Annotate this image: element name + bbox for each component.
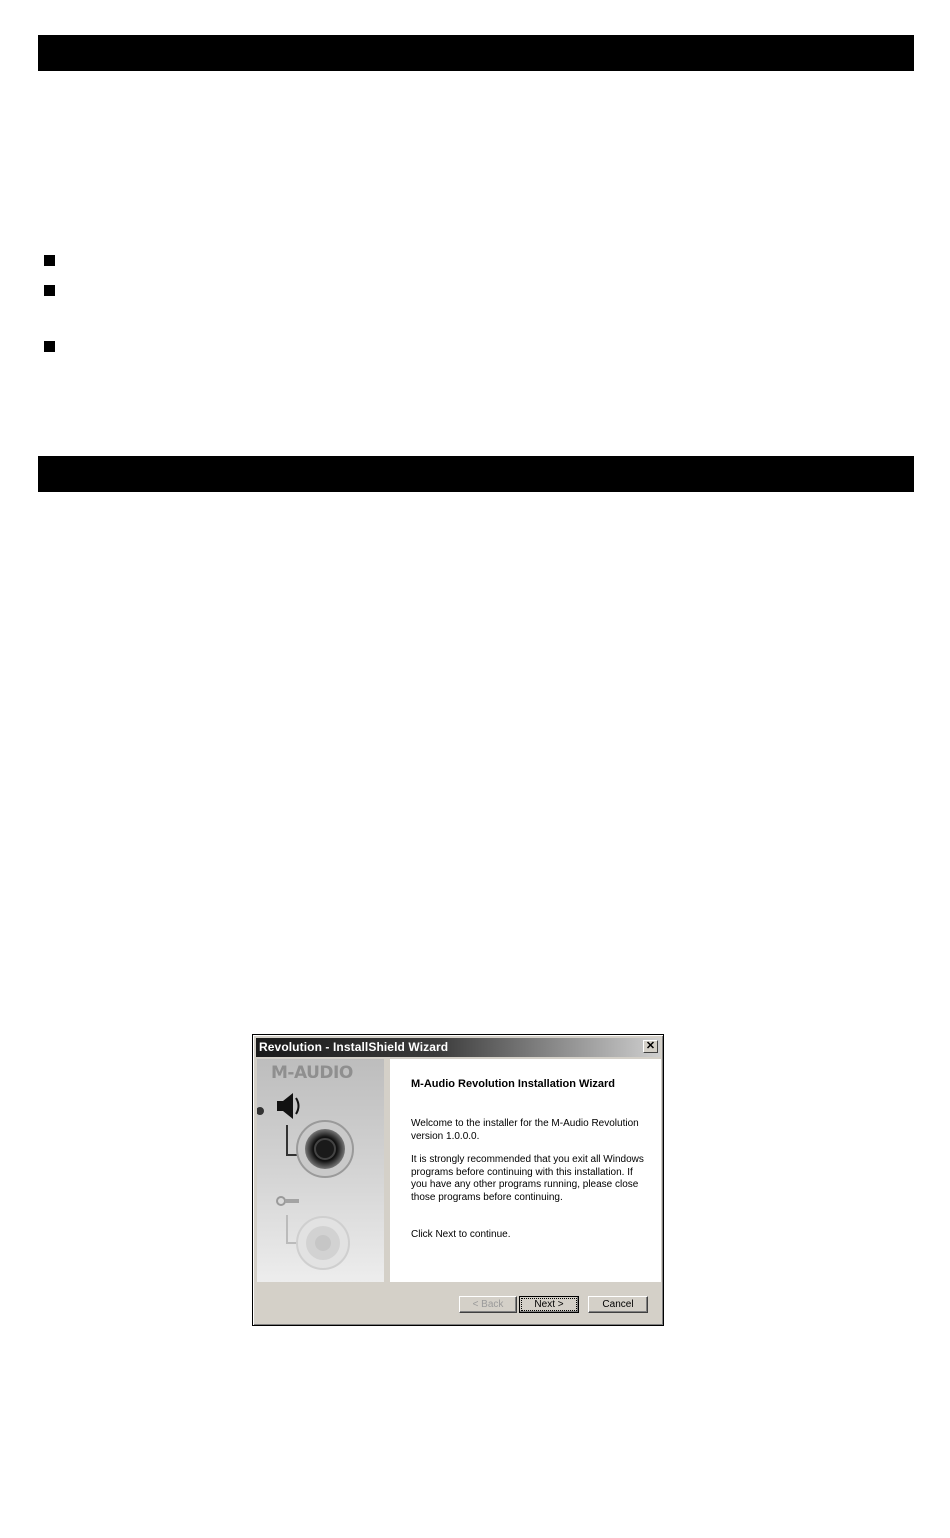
- installshield-wizard-dialog: [252, 1034, 664, 1326]
- jack-panel-illustration: [257, 1059, 384, 1282]
- title-bar[interactable]: [256, 1038, 660, 1057]
- bullet-1: [44, 255, 55, 266]
- continue-instruction: Click Next to continue.: [411, 1229, 511, 1240]
- back-button[interactable]: < Back: [459, 1296, 517, 1313]
- side-banner-image: [257, 1059, 384, 1282]
- cancel-button[interactable]: Cancel: [588, 1296, 648, 1313]
- section-header-bar-second: [38, 456, 914, 492]
- microphone-icon: [277, 1197, 299, 1205]
- bullet-2: [44, 285, 55, 296]
- recommendation-text: It is strongly recommended that you exit all Windows programs before continuing with this installation. If you have any other programs running, please close those programs before continuing.: [411, 1154, 644, 1203]
- bullet-3: [44, 341, 55, 352]
- speaker-icon: [277, 1093, 299, 1119]
- section-header-bar-top: [38, 35, 914, 71]
- wizard-heading: M-Audio Revolution Installation Wizard: [411, 1078, 616, 1090]
- welcome-text: Welcome to the installer for the M-Audio Revolution version 1.0.0.0.: [411, 1118, 639, 1142]
- wizard-content-pane: [390, 1059, 661, 1282]
- next-button-label: Next >: [521, 1298, 577, 1311]
- m-audio-logo: M-AUDIO: [271, 1063, 353, 1083]
- next-button[interactable]: [519, 1296, 579, 1313]
- close-icon: ✕: [645, 1040, 656, 1052]
- close-button[interactable]: [643, 1040, 658, 1053]
- dialog-title: Revolution - InstallShield Wizard: [259, 1040, 449, 1054]
